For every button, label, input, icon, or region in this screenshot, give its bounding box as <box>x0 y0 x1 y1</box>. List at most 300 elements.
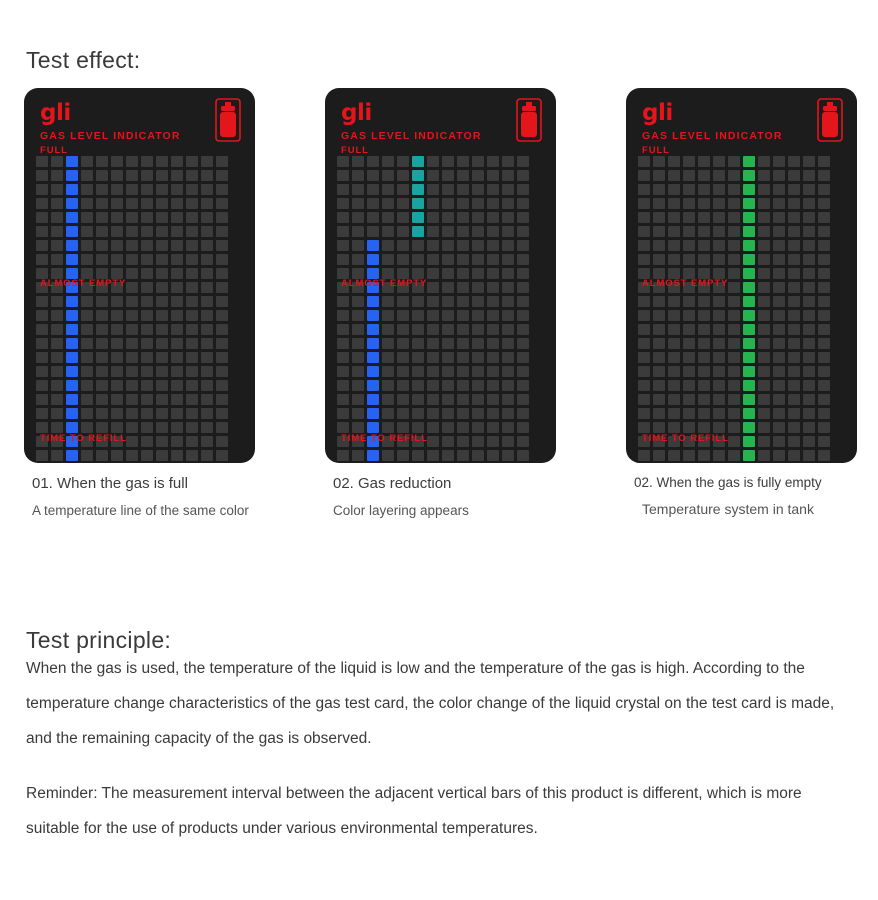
led-cell <box>517 408 529 419</box>
brand-subtitle: GAS LEVEL INDICATOR <box>642 130 783 142</box>
led-cell <box>788 184 800 195</box>
led-cell <box>66 422 78 433</box>
led-cell <box>743 394 755 405</box>
led-cell <box>457 338 469 349</box>
led-cell <box>502 212 514 223</box>
led-cell <box>427 450 439 461</box>
led-grid-row <box>638 394 846 405</box>
led-cell <box>382 170 394 181</box>
led-cell <box>758 156 770 167</box>
led-cell <box>397 366 409 377</box>
led-cell <box>457 226 469 237</box>
led-cell <box>653 254 665 265</box>
led-cell <box>457 380 469 391</box>
led-cell <box>412 436 424 447</box>
led-cell <box>502 352 514 363</box>
led-cell <box>186 184 198 195</box>
led-cell <box>201 170 213 181</box>
led-cell <box>81 324 93 335</box>
led-cell <box>713 450 725 461</box>
led-cell <box>427 394 439 405</box>
led-cell <box>517 282 529 293</box>
led-cell <box>668 310 680 321</box>
led-cell <box>472 198 484 209</box>
led-cell <box>51 338 63 349</box>
led-cell <box>81 156 93 167</box>
led-cell <box>728 212 740 223</box>
led-grid-row <box>337 352 545 363</box>
led-cell <box>713 226 725 237</box>
led-cell <box>66 436 78 447</box>
led-cell <box>367 366 379 377</box>
led-cell <box>487 198 499 209</box>
led-cell <box>96 450 108 461</box>
led-cell <box>51 296 63 307</box>
led-cell <box>803 394 815 405</box>
led-cell <box>758 408 770 419</box>
led-cell <box>698 422 710 433</box>
led-cell <box>397 282 409 293</box>
led-cell <box>502 198 514 209</box>
led-cell <box>382 184 394 195</box>
led-cell <box>66 450 78 461</box>
led-cell <box>367 240 379 251</box>
led-grid-row <box>638 268 846 279</box>
led-cell <box>818 170 830 181</box>
led-cell <box>412 366 424 377</box>
led-cell <box>36 226 48 237</box>
led-cell <box>668 212 680 223</box>
led-cell <box>412 450 424 461</box>
led-cell <box>51 394 63 405</box>
led-cell <box>111 338 123 349</box>
page-title-test-effect: Test effect: <box>26 47 141 74</box>
led-cell <box>487 156 499 167</box>
led-cell <box>397 226 409 237</box>
led-grid-row <box>638 338 846 349</box>
led-cell <box>517 240 529 251</box>
led-cell <box>36 198 48 209</box>
led-cell <box>201 268 213 279</box>
led-cell <box>502 436 514 447</box>
led-cell <box>502 268 514 279</box>
led-cell <box>367 394 379 405</box>
led-cell <box>352 296 364 307</box>
led-cell <box>216 450 228 461</box>
led-cell <box>472 268 484 279</box>
led-cell <box>803 254 815 265</box>
led-cell <box>517 380 529 391</box>
led-cell <box>517 450 529 461</box>
led-cell <box>427 352 439 363</box>
led-cell <box>216 310 228 321</box>
led-cell <box>427 296 439 307</box>
gas-cylinder-icon <box>516 98 542 142</box>
led-cell <box>96 352 108 363</box>
led-cell <box>186 422 198 433</box>
led-cell <box>412 310 424 321</box>
page-title-test-principle: Test principle: <box>26 627 172 654</box>
led-cell <box>96 156 108 167</box>
led-cell <box>728 324 740 335</box>
led-cell <box>367 254 379 265</box>
led-cell <box>758 338 770 349</box>
led-cell <box>487 310 499 321</box>
led-cell <box>638 380 650 391</box>
led-cell <box>728 436 740 447</box>
led-cell <box>337 436 349 447</box>
led-cell <box>201 408 213 419</box>
led-cell <box>81 338 93 349</box>
led-cell <box>683 366 695 377</box>
led-cell <box>81 226 93 237</box>
led-cell <box>638 212 650 223</box>
led-cell <box>397 436 409 447</box>
led-grid-row <box>638 156 846 167</box>
led-grid-row <box>638 212 846 223</box>
led-cell <box>51 366 63 377</box>
led-cell <box>216 226 228 237</box>
led-cell <box>66 338 78 349</box>
principle-paragraph-1: When the gas is used, the temperature of the liquid is low and the temperature of the gas is high. According to the temperature change characteristics of the gas test card, the color change of the liquid crystal on the test card is made, and the remaining capacity of the gas is observed. <box>26 660 835 747</box>
led-cell <box>713 282 725 293</box>
led-cell <box>803 352 815 363</box>
led-cell <box>216 184 228 195</box>
led-cell <box>758 352 770 363</box>
led-cell <box>818 450 830 461</box>
led-cell <box>427 310 439 321</box>
led-cell <box>442 394 454 405</box>
led-cell <box>81 268 93 279</box>
led-cell <box>141 422 153 433</box>
led-grid-row <box>638 170 846 181</box>
led-cell <box>487 282 499 293</box>
led-cell <box>111 380 123 391</box>
led-cell <box>36 170 48 181</box>
led-cell <box>156 282 168 293</box>
led-cell <box>36 240 48 251</box>
led-cell <box>683 338 695 349</box>
gas-level-indicator-card <box>626 88 857 463</box>
led-cell <box>442 450 454 461</box>
led-cell <box>668 408 680 419</box>
led-cell <box>66 282 78 293</box>
led-cell <box>472 310 484 321</box>
led-cell <box>81 170 93 181</box>
led-cell <box>367 296 379 307</box>
led-cell <box>201 296 213 307</box>
led-cell <box>412 240 424 251</box>
led-cell <box>111 268 123 279</box>
led-cell <box>728 156 740 167</box>
led-cell <box>337 422 349 433</box>
led-cell <box>457 324 469 335</box>
card-caption-description: Temperature system in tank <box>642 500 814 517</box>
led-cell <box>186 226 198 237</box>
led-cell <box>36 324 48 335</box>
led-cell <box>216 436 228 447</box>
label-time-to-refill: TIME TO REFILL <box>40 433 127 444</box>
led-cell <box>412 394 424 405</box>
led-cell <box>397 422 409 433</box>
led-cell <box>216 408 228 419</box>
led-cell <box>96 296 108 307</box>
led-cell <box>427 156 439 167</box>
led-grid-row <box>36 156 244 167</box>
led-cell <box>51 268 63 279</box>
led-grid-row <box>36 282 244 293</box>
led-cell <box>352 436 364 447</box>
led-cell <box>818 254 830 265</box>
led-cell <box>96 254 108 265</box>
led-grid-row <box>337 226 545 237</box>
led-cell <box>367 156 379 167</box>
led-cell <box>81 296 93 307</box>
led-cell <box>111 254 123 265</box>
led-cell <box>683 226 695 237</box>
gas-level-indicator-card <box>24 88 255 463</box>
led-cell <box>758 282 770 293</box>
led-cell <box>171 282 183 293</box>
led-cell <box>382 352 394 363</box>
led-grid-row <box>36 408 244 419</box>
led-cell <box>111 422 123 433</box>
led-cell <box>156 226 168 237</box>
card-caption-description: Color layering appears <box>333 502 469 518</box>
led-cell <box>487 352 499 363</box>
led-cell <box>412 408 424 419</box>
led-cell <box>367 184 379 195</box>
led-cell <box>683 170 695 181</box>
led-cell <box>352 268 364 279</box>
led-cell <box>427 226 439 237</box>
led-cell <box>758 198 770 209</box>
led-cell <box>126 156 138 167</box>
led-cell <box>352 198 364 209</box>
led-cell <box>472 296 484 307</box>
led-cell <box>397 184 409 195</box>
led-cell <box>141 212 153 223</box>
led-cell <box>51 170 63 181</box>
led-cell <box>81 422 93 433</box>
led-cell <box>472 170 484 181</box>
led-cell <box>457 450 469 461</box>
led-cell <box>66 380 78 391</box>
led-cell <box>201 184 213 195</box>
led-cell <box>412 254 424 265</box>
led-cell <box>171 296 183 307</box>
principle-text-block <box>26 652 856 854</box>
led-cell <box>472 226 484 237</box>
led-cell <box>397 198 409 209</box>
led-cell <box>502 184 514 195</box>
led-cell <box>412 422 424 433</box>
led-grid-row <box>36 324 244 335</box>
led-cell <box>412 352 424 363</box>
led-cell <box>442 254 454 265</box>
led-cell <box>201 394 213 405</box>
led-cell <box>51 254 63 265</box>
led-cell <box>397 268 409 279</box>
led-cell <box>337 310 349 321</box>
led-cell <box>517 226 529 237</box>
led-cell <box>698 226 710 237</box>
gas-cylinder-icon <box>817 98 843 142</box>
led-cell <box>201 212 213 223</box>
led-cell <box>412 338 424 349</box>
led-cell <box>51 240 63 251</box>
led-cell <box>442 268 454 279</box>
led-cell <box>382 156 394 167</box>
led-cell <box>728 240 740 251</box>
led-cell <box>803 198 815 209</box>
led-cell <box>517 338 529 349</box>
led-grid-row <box>337 184 545 195</box>
led-cell <box>457 394 469 405</box>
led-cell <box>788 170 800 181</box>
led-cell <box>668 436 680 447</box>
led-cell <box>156 310 168 321</box>
led-cell <box>111 436 123 447</box>
led-cell <box>487 254 499 265</box>
led-cell <box>773 324 785 335</box>
led-cell <box>758 184 770 195</box>
led-cell <box>683 212 695 223</box>
card-header <box>335 98 546 156</box>
led-cell <box>758 268 770 279</box>
led-cell <box>96 198 108 209</box>
led-cell <box>141 170 153 181</box>
led-cell <box>126 254 138 265</box>
led-cell <box>472 352 484 363</box>
led-cell <box>36 282 48 293</box>
led-cell <box>216 324 228 335</box>
led-cell <box>788 282 800 293</box>
led-cell <box>367 380 379 391</box>
led-cell <box>126 198 138 209</box>
led-cell <box>818 324 830 335</box>
led-cell <box>111 156 123 167</box>
led-cell <box>487 394 499 405</box>
led-grid-row <box>36 394 244 405</box>
led-grid-row <box>36 338 244 349</box>
led-cell <box>788 268 800 279</box>
led-cell <box>81 366 93 377</box>
led-cell <box>141 310 153 321</box>
led-cell <box>653 436 665 447</box>
led-cell <box>126 324 138 335</box>
led-cell <box>352 394 364 405</box>
led-cell <box>638 310 650 321</box>
led-cell <box>141 394 153 405</box>
led-cell <box>427 338 439 349</box>
led-cell <box>487 436 499 447</box>
led-cell <box>698 310 710 321</box>
led-cell <box>216 338 228 349</box>
led-cell <box>81 310 93 321</box>
led-cell <box>638 170 650 181</box>
led-grid-row <box>337 338 545 349</box>
led-grid-row <box>36 184 244 195</box>
led-cell <box>728 254 740 265</box>
led-cell <box>773 198 785 209</box>
led-cell <box>412 380 424 391</box>
led-cell <box>201 254 213 265</box>
led-cell <box>156 184 168 195</box>
led-cell <box>818 352 830 363</box>
led-cell <box>758 310 770 321</box>
led-cell <box>472 450 484 461</box>
led-grid-row <box>638 226 846 237</box>
led-cell <box>66 268 78 279</box>
label-almost-empty: ALMOST EMPTY <box>341 278 428 289</box>
led-cell <box>186 240 198 251</box>
led-grid-row <box>638 282 846 293</box>
led-cell <box>126 436 138 447</box>
led-cell <box>186 408 198 419</box>
led-cell <box>713 324 725 335</box>
led-cell <box>728 310 740 321</box>
led-cell <box>156 436 168 447</box>
led-cell <box>788 450 800 461</box>
led-cell <box>186 450 198 461</box>
led-cell <box>51 226 63 237</box>
led-cell <box>171 422 183 433</box>
led-cell <box>352 282 364 293</box>
led-cell <box>201 310 213 321</box>
led-cell <box>713 198 725 209</box>
led-cell <box>758 366 770 377</box>
led-cell <box>818 226 830 237</box>
led-cell <box>412 226 424 237</box>
led-cell <box>683 184 695 195</box>
led-cell <box>171 184 183 195</box>
led-cell <box>653 198 665 209</box>
led-cell <box>51 198 63 209</box>
led-cell <box>788 296 800 307</box>
brand-logo: gli <box>642 100 673 126</box>
led-cell <box>668 366 680 377</box>
led-cell <box>668 240 680 251</box>
led-cell <box>457 268 469 279</box>
led-cell <box>638 184 650 195</box>
led-cell <box>743 310 755 321</box>
led-cell <box>457 310 469 321</box>
led-cell <box>337 380 349 391</box>
led-cell <box>487 268 499 279</box>
led-cell <box>397 324 409 335</box>
led-cell <box>743 380 755 391</box>
led-cell <box>352 240 364 251</box>
led-cell <box>81 254 93 265</box>
led-cell <box>186 296 198 307</box>
card-caption-title: 01. When the gas is full <box>32 475 188 492</box>
led-grid-row <box>36 310 244 321</box>
led-cell <box>517 212 529 223</box>
led-cell <box>713 184 725 195</box>
led-cell <box>773 366 785 377</box>
led-cell <box>126 352 138 363</box>
led-grid-row <box>337 170 545 181</box>
led-cell <box>382 394 394 405</box>
led-grid-row <box>638 184 846 195</box>
led-cell <box>412 268 424 279</box>
led-grid-row <box>638 198 846 209</box>
led-cell <box>367 338 379 349</box>
led-cell <box>457 352 469 363</box>
led-cell <box>81 212 93 223</box>
led-cell <box>141 184 153 195</box>
